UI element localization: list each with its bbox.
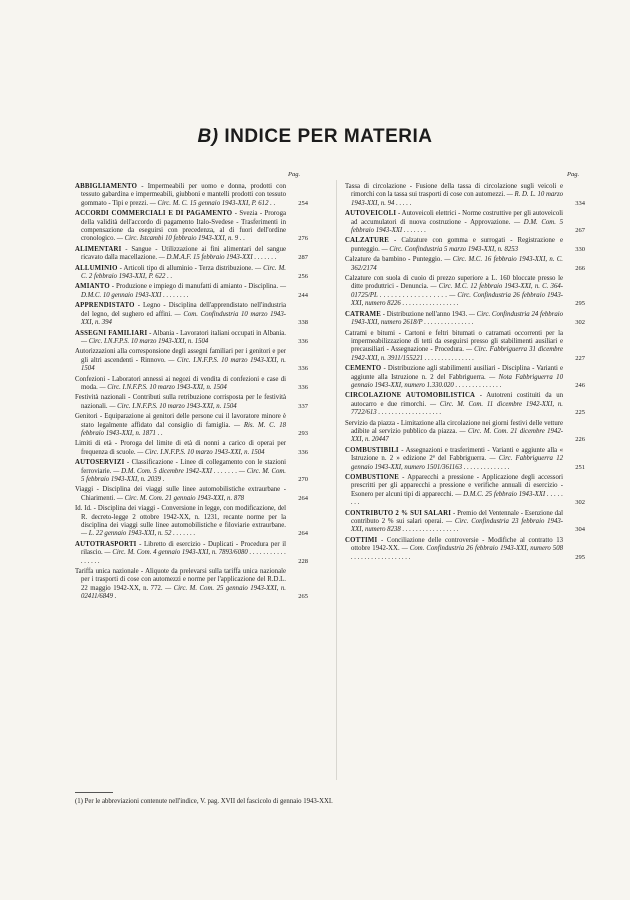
entry-keyword: AMIANTO — [75, 283, 110, 291]
entry-page-number: 254 — [298, 199, 308, 207]
entry-source: — Circ. Confindustria 23 febbraio 1943-XXI, numero 8238 . . . . . . . . . . . . . . . . . — [351, 518, 564, 534]
index-entry — [345, 474, 585, 508]
entry-page-number: 251 — [575, 463, 585, 471]
entry-text: - Premio del Ventennale - Esenzione dal contributo 2 % sui salari operai. — [351, 509, 563, 526]
entry-page-number: 302 — [575, 499, 585, 507]
index-entry — [345, 210, 585, 235]
entry-source: — Circ. M.C. 12 febbraio 1943-XXI, n. C. 364-01725/PL . . . . . . . . . . . . . . . . . . — Circ. Confindustria 26 febbraio 1943-XXI, numero 8226 . . . . . . . . . . . . . . . . . — [351, 283, 564, 308]
entry-text: Viaggi - Disciplina dei viaggi sulle linee automobilistiche extraurbane - Chiarimenti. — [75, 486, 286, 502]
index-entry — [75, 265, 308, 282]
entry-source: — Circ. Istcambi 10 febbraio 1943-XXI, n. 9 . . — [115, 235, 245, 243]
entry-keyword: AUTOSERVIZI — [75, 459, 125, 467]
entry-page-number: 336 — [298, 365, 308, 373]
index-entry — [75, 330, 308, 347]
index-entry — [75, 302, 308, 327]
entry-text: - Apparecchi a pressione - Applicazione degli accessori prescritti per gli apparecchi a pressione e verifiche annuali di esercizio - Esonero per alcuni tipi di apparecchi. — [351, 474, 563, 498]
entry-source: — Circ. Fabbriguerra 12 gennaio 1943-XXI, numero 1501/361163 . . . . . . . . . . . . . . — [351, 455, 563, 471]
entry-text: - Articoli tipo di alluminio - Terza distribuzione. — [117, 264, 253, 272]
entry-source: — Com. Confindustria 10 marzo 1943-XXI, n. 394 — [81, 310, 286, 327]
entry-page-number: 244 — [298, 291, 308, 299]
entry-keyword: ALLUMINIO — [75, 264, 118, 272]
entry-page-number: 302 — [575, 319, 585, 327]
entry-page-number: 336 — [298, 337, 308, 345]
entry-source: — Circ. Fabbriguerra 31 dicembre 1942-XXI, n. 3911/155221 . . . . . . . . . . . . . . . — [351, 346, 563, 362]
entry-page-number: 264 — [298, 530, 308, 538]
entry-source: — Circ. I.N.F.P.S. 10 marzo 1943-XXI, n. 1504 — [135, 448, 265, 456]
index-column-left — [75, 183, 308, 604]
entry-keyword: ACCORDI COMMERCIALI E DI PAGAMENTO — [75, 210, 233, 218]
entry-text: Festività nazionali - Contributi sulla retribuzione corrisposta per le festività nazionali. — [75, 394, 286, 410]
entry-page-number: 295 — [575, 300, 585, 308]
index-entry — [345, 256, 585, 273]
footnote-rule — [75, 792, 113, 793]
entry-source: — Com. Confindustria 26 febbraio 1943-XXI, numero 508 . . . . . . . . . . . . . . . . . . — [351, 545, 564, 561]
entry-source: — L. 22 gennaio 1943-XXI, n. 52 . . . . . . . — [81, 530, 196, 538]
index-entry — [345, 420, 585, 445]
index-entry — [75, 210, 308, 244]
entry-source: — Circ. Confindustria 5 marzo 1943-XXI, n. 8253 — [379, 245, 519, 253]
entry-text: - Autotreni costituiti da un autocarro e due rimorchi. — [351, 392, 564, 408]
entry-text: - Conciliazione delle controversie - Modifiche al contratto 13 ottobre 1942-XX. — [351, 536, 563, 553]
entry-page-number: 227 — [575, 354, 585, 362]
index-entry — [75, 183, 308, 208]
entry-page-number: 304 — [575, 526, 585, 534]
entry-text: - Distribuzione agli stabilimenti ausiliari - Disciplina - Varianti e aggiunte alla Istruzione n. 2 del Fabbriguerra. — [351, 365, 563, 381]
entry-keyword: COMBUSTIBILI — [345, 446, 399, 454]
entry-source: — Circ. I.N.F.P.S. 10 marzo 1943-XXI, n. 1504 — [81, 356, 286, 373]
entry-source: — Circ. M.C. 16 febbraio 1943-XXI, n. C. 362/2174 — [351, 256, 563, 272]
index-entry — [75, 413, 308, 438]
index-entry — [75, 246, 308, 263]
entry-text: Calzature da bambino - Punteggio. — [345, 256, 443, 264]
entry-keyword: COMBUSTIONE — [345, 474, 399, 481]
entry-text: Catrami e bitumi - Cartoni e feltri bitumati o catramati occorrenti per la impermeabilizzazione di tetti da eseguirsi presso gli stabilimenti ausiliari e precausiliari - Assegnazione - Procedura. — [345, 329, 563, 354]
index-entry — [75, 440, 308, 457]
entry-page-number: 295 — [575, 553, 585, 561]
entry-text: Autorizzazioni alla corresponsione degli assegni familiari per i genitori e per gli altri ascendenti - Rinnovo. — [75, 348, 286, 364]
entry-keyword: AUTOVEICOLI — [345, 210, 397, 218]
entry-text: - Sangue - Utilizzazione ai fini alimentari del sangue ricavato dalla macellazione. — [81, 245, 286, 262]
entry-source: — Circ. M. C. 15 gennaio 1943-XXI, P. 612 . . — [148, 199, 276, 207]
entry-page-number: 270 — [298, 476, 308, 483]
index-entry — [345, 510, 585, 535]
entry-page-number: 336 — [298, 448, 308, 456]
entry-source: — Ris. M. C. 18 febbraio 1943-XXI, n. 1871 . . — [81, 421, 286, 437]
pag-label-left: Pag. — [288, 171, 301, 178]
entry-keyword: ABBIGLIAMENTO — [75, 183, 138, 190]
entry-source: — D.M.A.F. 15 febbraio 1943-XXI . . . . . . . — [157, 254, 277, 262]
entry-source: — Circ. M. Com. 4 gennaio 1943-XXI, n. 7893/6080 . . . . . . . . . . . . . . . . . — [81, 549, 286, 565]
entry-text: - Libretto di esercizio - Duplicati - Procedura per il rilascio. — [81, 540, 286, 557]
entry-source: — Circ. M. Com. 21 gennaio 1943-XXI, n. 878 — [115, 494, 245, 502]
entry-source: — Circ. I.N.F.P.S. 10 marzo 1943-XXI, n. 1504 — [97, 383, 227, 391]
column-divider — [336, 180, 337, 780]
entry-source: — Circ. M. Com. 25 gennaio 1943-XXI, n. 02411/6849 . — [81, 584, 286, 601]
entry-text: Tariffa unica nazionale - Aliquote da prelevarsi sulla tariffa unica nazionale per i trasporti di cose con automezzi e norme per l'applicazione del R.D.L. 22 maggio 1942-XX, n. 772. — [75, 568, 286, 592]
entry-source: — Circ. M. C. 2 febbraio 1943-XXI, P. 622 . . — [81, 264, 286, 281]
entry-page-number: 256 — [298, 273, 308, 281]
entry-source: — Circ. I.N.F.P.S. 10 marzo 1943-XXI, n. 1504 — [81, 337, 209, 345]
section-letter: B) — [197, 126, 219, 147]
index-entry — [345, 311, 585, 328]
index-entry — [75, 486, 308, 503]
entry-page-number: 330 — [575, 245, 585, 253]
entry-page-number: 246 — [575, 381, 585, 389]
entry-keyword: APPRENDISTATO — [75, 302, 135, 310]
entry-source: — Circ. Confindustria 24 febbraio 1943-XXI, numero 2618/P . . . . . . . . . . . . . . . — [351, 310, 564, 327]
entry-keyword: CATRAME — [345, 310, 382, 318]
index-entry — [75, 541, 308, 566]
entry-text: Servizio da piazza - Limitazione alla circolazione nei giorni festivi delle vetture adibite al servizio pubblico da piazza. — [345, 419, 563, 435]
entry-keyword: COTTIMI — [345, 536, 378, 544]
entry-text: - Albania - Lavoratori italiani occupati in Albania. — [147, 329, 287, 337]
entry-text: Id. Id. - Disciplina dei viaggi - Conversione in legge, con modificazione, del R. decreto-legge 2 ottobre 1942-XX, n. 1231, recante norme per la disciplina dei viaggi sulle linee automobilistiche e filoviarie extraurbane. — [75, 505, 286, 530]
entry-page-number: 266 — [575, 264, 585, 272]
entry-page-number: 264 — [298, 494, 308, 502]
entry-text: Genitori - Equiparazione ai genitori delle persone cui il lavoratore minore è stato legalmente affidato dal consiglio di famiglia. — [75, 413, 286, 429]
entry-keyword: CEMENTO — [345, 365, 382, 373]
entry-page-number: 287 — [298, 254, 308, 262]
index-entry — [345, 275, 585, 309]
index-entry — [345, 237, 585, 254]
entry-text: Confezioni - Laboratori annessi ai negozi di vendita di confezioni e case di moda. — [75, 375, 286, 391]
entry-page-number: 276 — [298, 235, 308, 243]
entry-text: - Impermeabili per uomo e donna, prodotti con tessuto gabardina e impermeabili, giubboni e mantelli prodotti con tessuto gommato - Tipi e prezzi. — [81, 183, 286, 207]
entry-page-number: 267 — [575, 227, 585, 235]
entry-source: — Circ. M. Com. 11 dicembre 1942-XXI, n. 7722/613 . . . . . . . . . . . . . . . . . . . — [351, 400, 563, 417]
index-column-right — [345, 183, 585, 564]
index-entry — [345, 537, 585, 562]
entry-text: - Produzione e impiego di manufatti di amianto - Disciplina. — [109, 283, 279, 291]
entry-keyword: ALIMENTARI — [75, 245, 122, 253]
index-entry — [75, 394, 308, 411]
section-title: INDICE PER MATERIA — [224, 126, 433, 147]
entry-source: — D.M.C. 25 febbraio 1943-XXI . . . . . . . . — [351, 490, 563, 507]
entry-source: — D.M. Com. 5 dicembre 1942-XXI . . . . . . . — Circ. M. Com. 5 febbraio 1943-XXI, n. 2039 . — [81, 467, 286, 483]
entry-text: Limiti di età - Proroga del limite di età di nonni a carico di operai per frequenza di scuole. — [75, 440, 286, 456]
index-entry — [75, 459, 308, 484]
entry-text: - Svezia - Proroga della validità dell'accordo di pagamento Italo-Svedese - Trasferimenti in compensazione da eseguirsi con precedenza, al di fuori dell'ordine cronologico. — [81, 210, 286, 243]
entry-text: - Legno - Disciplina dell'apprendistato nell'industria del legno, del sughero ed affini. — [81, 302, 286, 318]
entry-source: — D.M. Com. 5 febbraio 1943-XXI . . . . . . . — [351, 218, 563, 235]
entry-text: - Calzature con gomma e surrogati - Registrazione e punteggio. — [351, 237, 563, 253]
index-entry — [75, 568, 308, 602]
entry-page-number: 225 — [575, 409, 585, 417]
entry-text: - Distribuzione nell'anno 1943. — [381, 310, 468, 318]
entry-page-number: 337 — [298, 402, 308, 410]
entry-keyword: ASSEGNI FAMILIARI — [75, 329, 148, 337]
entry-keyword: CIRCOLAZIONE AUTOMOBILISTICA — [345, 392, 476, 400]
entry-keyword: CONTRIBUTO 2 % SUI SALARI — [345, 509, 452, 517]
page-title — [0, 126, 630, 148]
footnote: (1) Per le abbreviazioni contenute nell'indice, V. pag. XVII del fascicolo di gennaio 1943-XXI. — [75, 798, 333, 805]
index-entry — [345, 447, 585, 472]
entry-text: - Assegnazioni e trasferimenti - Varianti e aggiunte alla « Istruzione n. 2 » edizione 2ª del Fabbriguerra. — [351, 446, 563, 463]
entry-page-number: 228 — [298, 557, 308, 565]
index-entry — [345, 392, 585, 417]
index-entry — [75, 348, 308, 373]
index-entry — [345, 330, 585, 364]
entry-source: — R. D. L. 10 marzo 1943-XXI, n. 94 . . . . . — [351, 191, 563, 207]
entry-page-number: 265 — [298, 593, 308, 601]
entry-keyword: CALZATURE — [345, 237, 389, 245]
index-entry — [75, 505, 308, 539]
entry-source: — Circ. M. Com. 21 dicembre 1942-XXI, n. 20447 — [351, 427, 564, 444]
entry-page-number: 338 — [298, 319, 308, 327]
entry-source: — Nota Fabbriguerra 10 gennaio 1943-XXI, numero 1.330.020 . . . . . . . . . . . . . . — [351, 373, 563, 389]
index-entry — [75, 283, 308, 300]
index-entry — [75, 376, 308, 393]
entry-page-number: 336 — [298, 383, 308, 391]
entry-page-number: 293 — [298, 429, 308, 437]
entry-page-number: 334 — [575, 199, 585, 207]
entry-text: - Autoveicoli elettrici - Norme costruttive per gli autoveicoli ad accumulatori di nuova costruzione - Approvazione. — [351, 210, 563, 226]
entry-text: - Classificazione - Linee di collegamento con le stazioni ferroviarie. — [81, 459, 286, 475]
entry-source: — D.M.C. 10 gennaio 1943-XXI . . . . . . . . — [81, 283, 286, 299]
index-entry — [345, 365, 585, 390]
pag-label-right: Pag. — [567, 171, 580, 178]
entry-text: Tassa di circolazione - Fusione della tassa di circolazione sugli veicoli e rimorchi con la tassa sui trasporti di cose con automezzi. — [345, 183, 563, 199]
index-entry — [345, 183, 585, 208]
entry-keyword: AUTOTRASPORTI — [75, 540, 137, 548]
entry-source: — Circ. I.N.F.P.S. 10 marzo 1943-XXI, n. 1504 — [107, 402, 237, 410]
entry-page-number: 226 — [575, 436, 585, 444]
entry-text: Calzature con suola di cuoio di prezzo superiore a L. 160 bloccate presso le ditte produttrici - Denuncia. — [345, 275, 563, 291]
